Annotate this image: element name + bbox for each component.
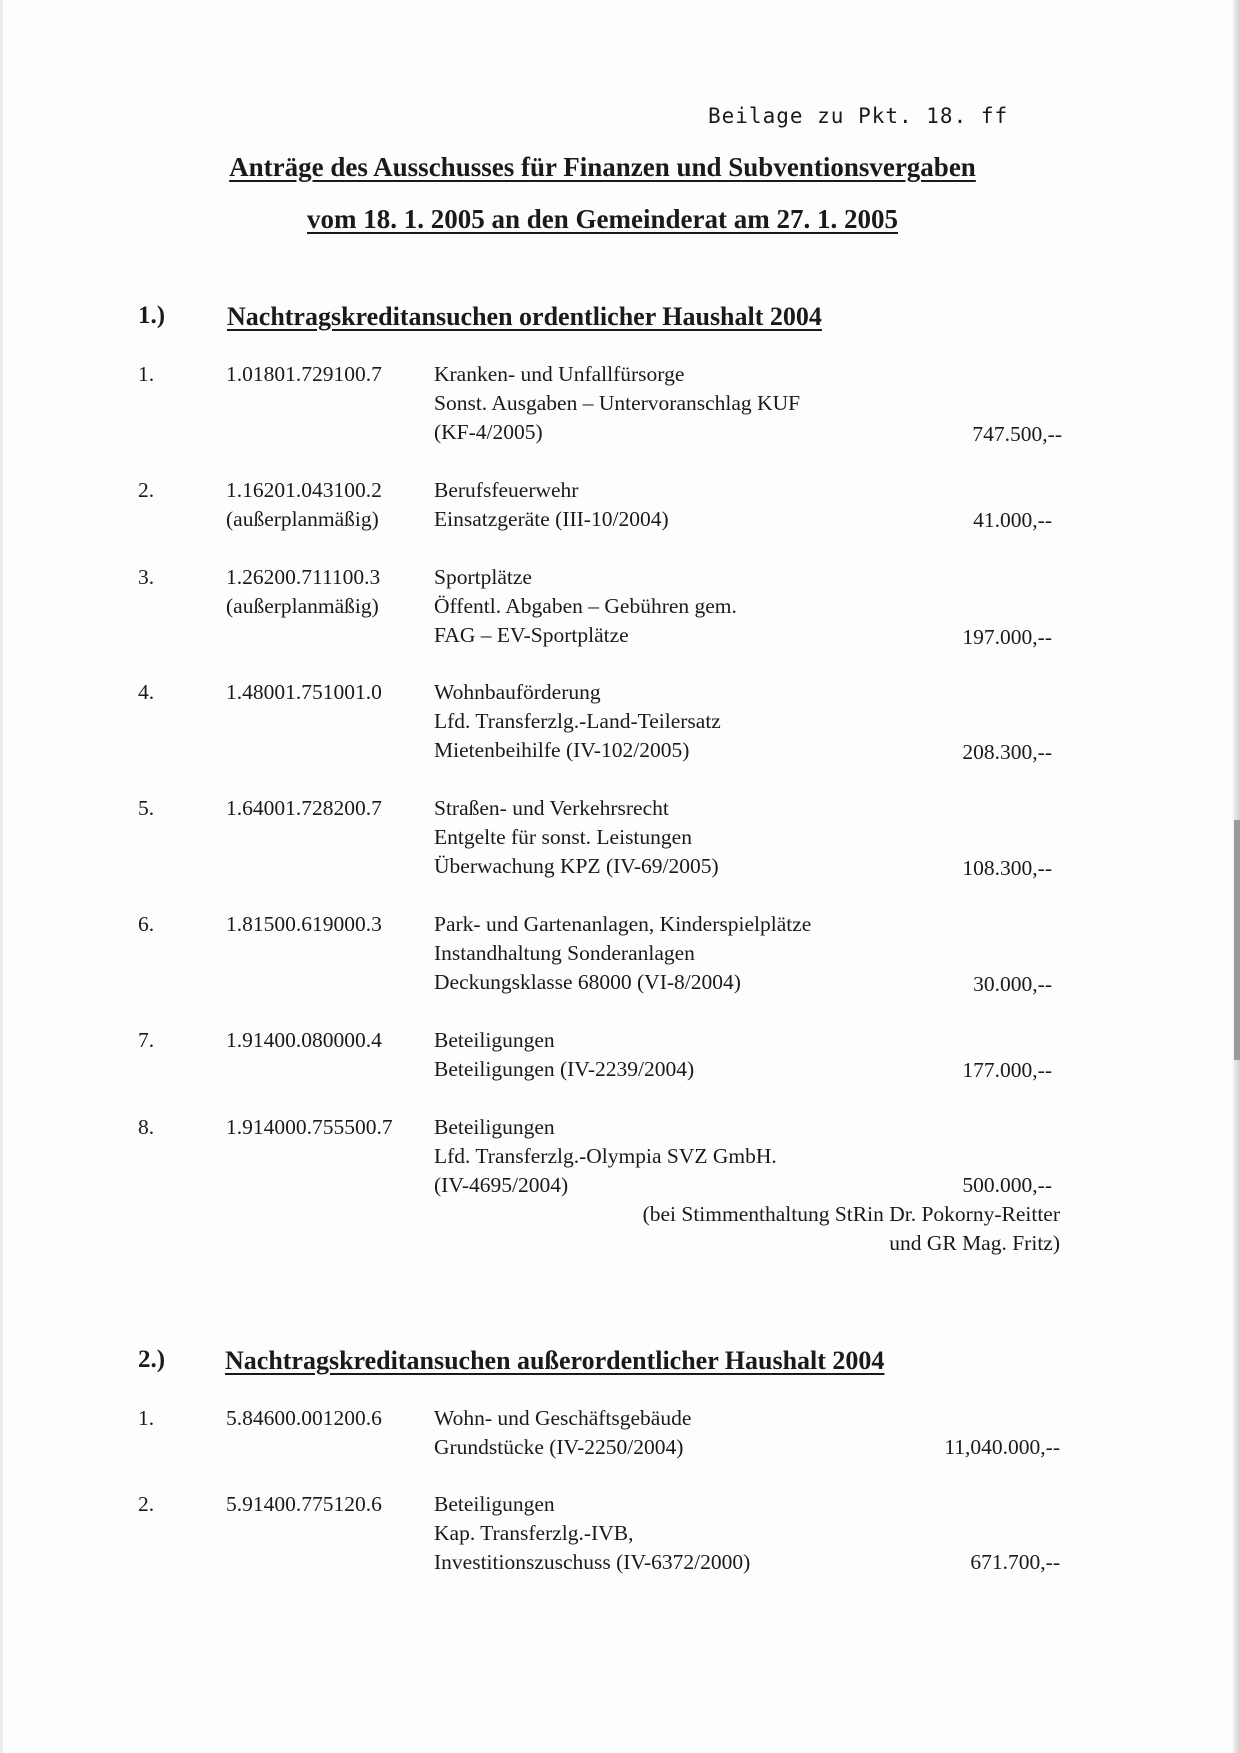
entry-amount: 108.300,--	[962, 856, 1052, 880]
entry-description-line: Lfd. Transferzlg.-Land-Teilersatz	[434, 709, 721, 733]
entry-number: 2.	[138, 478, 155, 502]
entry-description-line: Kap. Transferzlg.-IVB,	[434, 1521, 634, 1545]
entry-description-line: Investitionszuschuss (IV-6372/2000)	[434, 1550, 751, 1574]
abstention-note: (bei Stimmenthaltung StRin Dr. Pokorny-Reitter	[642, 1202, 1060, 1226]
account-code-note: (außerplanmäßig)	[226, 594, 379, 618]
entry-description-line: Beteiligungen (IV-2239/2004)	[434, 1057, 695, 1081]
entry-description-line: Beteiligungen	[434, 1115, 555, 1139]
entry-description-line: FAG – EV-Sportplätze	[434, 623, 629, 647]
abstention-note: und GR Mag. Fritz)	[889, 1231, 1060, 1255]
account-code: 1.26200.711100.3	[226, 565, 381, 589]
entry-description-line: (IV-4695/2004)	[434, 1173, 569, 1197]
entry-description-line: (KF-4/2005)	[434, 420, 543, 444]
entry-amount: 30.000,--	[973, 972, 1052, 996]
entry-description-line: Sonst. Ausgaben – Untervoranschlag KUF	[434, 391, 801, 415]
section-number: 1.)	[138, 302, 166, 329]
entry-number: 7.	[138, 1028, 155, 1052]
entry-number: 3.	[138, 565, 155, 589]
scan-edge-left	[0, 0, 3, 1753]
section-title: Nachtragskreditansuchen außerordentlicher Haushalt 2004	[225, 1346, 885, 1375]
entry-number: 6.	[138, 912, 155, 936]
entry-number: 5.	[138, 796, 155, 820]
entry-description-line: Berufsfeuerwehr	[434, 478, 579, 502]
account-code: 1.48001.751001.0	[226, 680, 382, 704]
entry-description-line: Beteiligungen	[434, 1492, 555, 1516]
entry-amount: 747.500,--	[972, 422, 1062, 446]
account-code: 1.64001.728200.7	[226, 796, 382, 820]
entry-description-line: Instandhaltung Sonderanlagen	[434, 941, 695, 965]
account-code: 5.91400.775120.6	[226, 1492, 382, 1516]
entry-description-line: Straßen- und Verkehrsrecht	[434, 796, 669, 820]
entry-number: 2.	[138, 1492, 155, 1516]
section-number: 2.)	[138, 1346, 166, 1373]
entry-description-line: Beteiligungen	[434, 1028, 555, 1052]
entry-number: 1.	[138, 1406, 155, 1430]
entry-description-line: Park- und Gartenanlagen, Kinderspielplätze	[434, 912, 812, 936]
entry-amount: 500.000,--	[962, 1173, 1052, 1197]
document-subtitle: vom 18. 1. 2005 an den Gemeinderat am 27. 1. 2005	[307, 204, 898, 234]
entry-description-line: Wohnbauförderung	[434, 680, 601, 704]
entry-amount: 11,040.000,--	[944, 1435, 1060, 1459]
entry-description-line: Mietenbeihilfe (IV-102/2005)	[434, 738, 690, 762]
entry-amount: 197.000,--	[962, 625, 1052, 649]
entry-amount: 671.700,--	[970, 1550, 1060, 1574]
entry-description-line: Einsatzgeräte (III-10/2004)	[434, 507, 669, 531]
section-title: Nachtragskreditansuchen ordentlicher Haushalt 2004	[227, 302, 822, 331]
entry-description-line: Sportplätze	[434, 565, 532, 589]
entry-description-line: Lfd. Transferzlg.-Olympia SVZ GmbH.	[434, 1144, 777, 1168]
entry-description-line: Kranken- und Unfallfürsorge	[434, 362, 685, 386]
account-code: 1.91400.080000.4	[226, 1028, 382, 1052]
scan-edge-shadow	[1234, 820, 1240, 1060]
entry-description-line: Grundstücke (IV-2250/2004)	[434, 1435, 684, 1459]
entry-number: 4.	[138, 680, 155, 704]
document-title: Anträge des Ausschusses für Finanzen und Subventionsvergaben	[229, 152, 976, 182]
entry-description-line: Wohn- und Geschäftsgebäude	[434, 1406, 692, 1430]
entry-description-line: Deckungsklasse 68000 (VI-8/2004)	[434, 970, 741, 994]
entry-description-line: Überwachung KPZ (IV-69/2005)	[434, 854, 719, 878]
account-code: 1.16201.043100.2	[226, 478, 382, 502]
account-code: 1.81500.619000.3	[226, 912, 382, 936]
entry-amount: 208.300,--	[962, 740, 1052, 764]
account-code-note: (außerplanmäßig)	[226, 507, 379, 531]
entry-number: 1.	[138, 362, 155, 386]
entry-amount: 177.000,--	[962, 1058, 1052, 1082]
entry-number: 8.	[138, 1115, 155, 1139]
attachment-reference: Beilage zu Pkt. 18. ff	[708, 104, 1009, 128]
account-code: 5.84600.001200.6	[226, 1406, 382, 1430]
account-code: 1.01801.729100.7	[226, 362, 382, 386]
account-code: 1.914000.755500.7	[226, 1115, 393, 1139]
entry-description-line: Öffentl. Abgaben – Gebühren gem.	[434, 594, 737, 618]
entry-amount: 41.000,--	[973, 508, 1052, 532]
entry-description-line: Entgelte für sonst. Leistungen	[434, 825, 692, 849]
